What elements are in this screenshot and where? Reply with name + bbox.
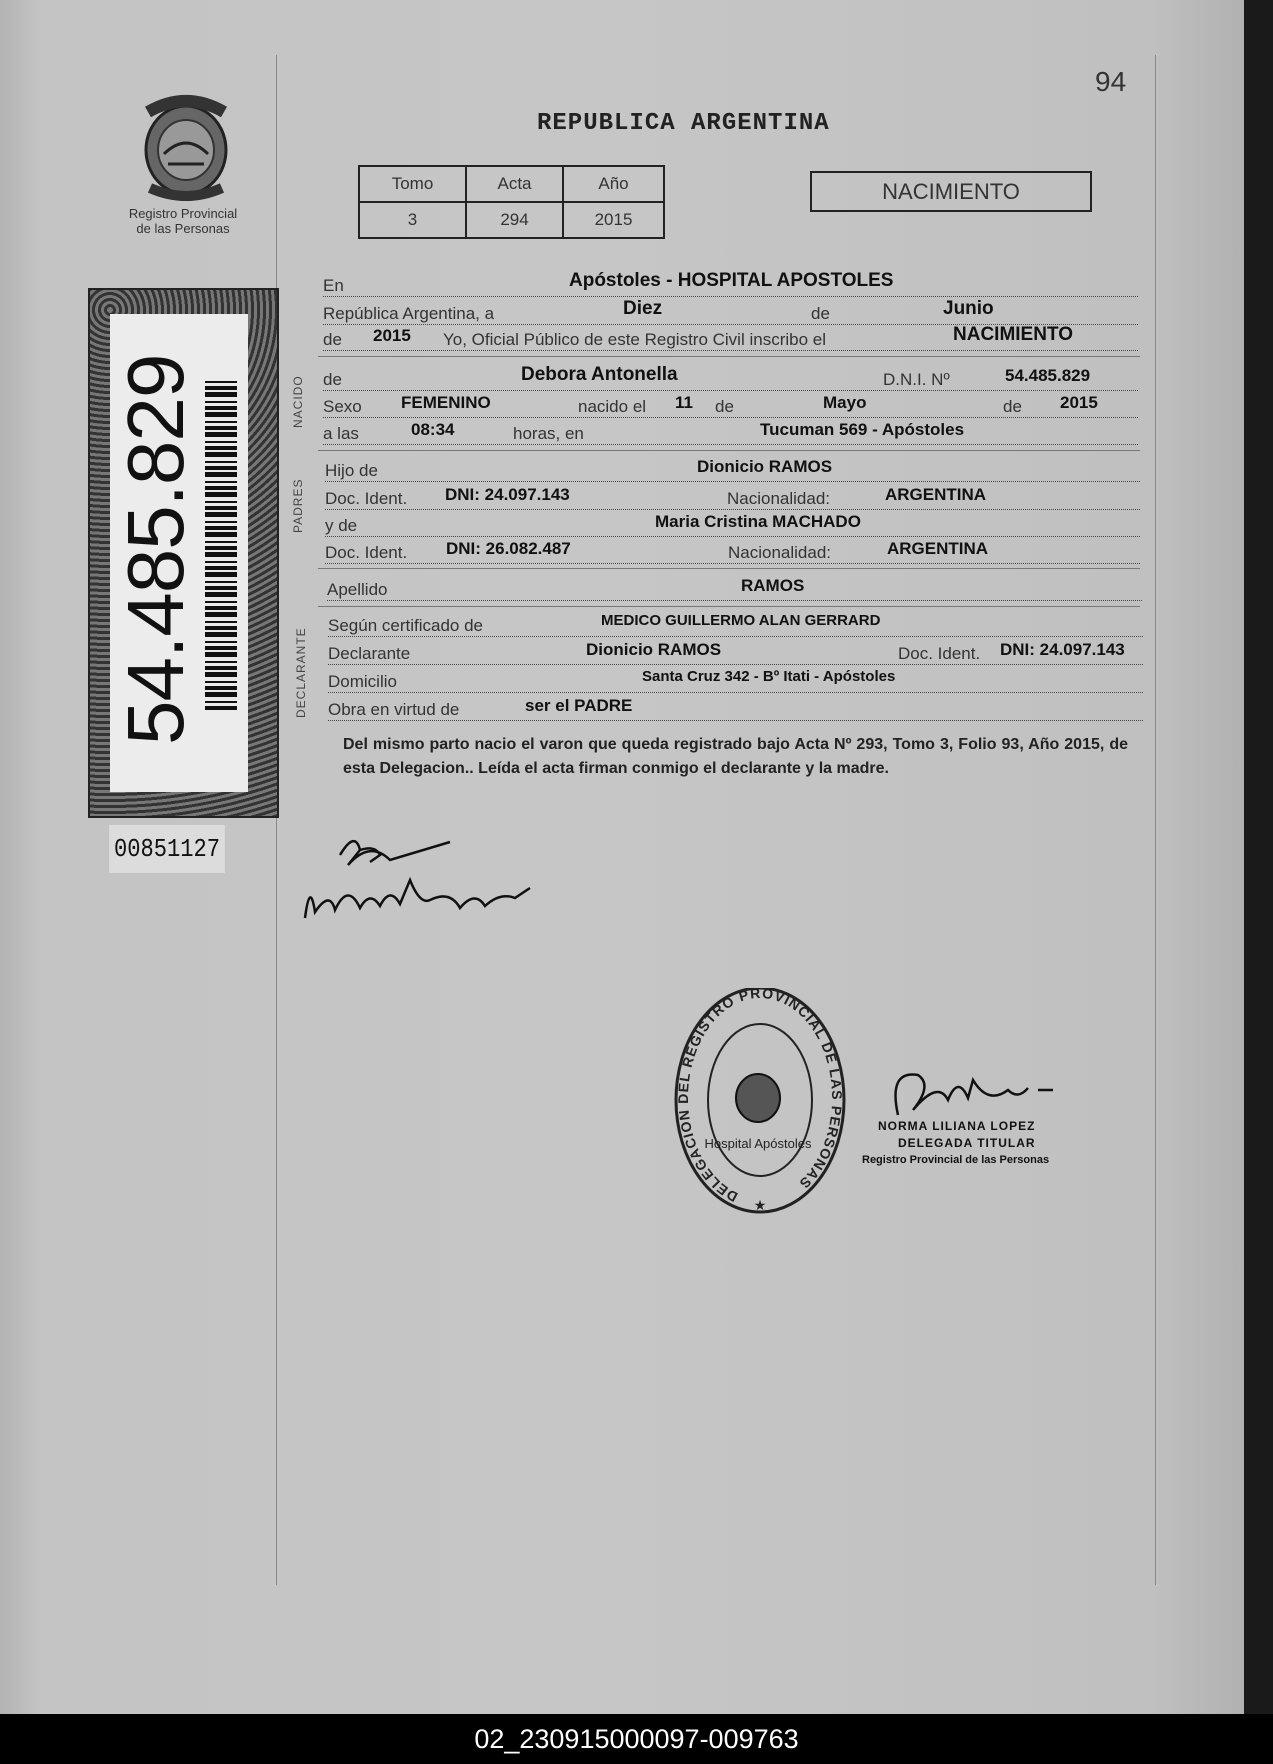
father-nat: ARGENTINA: [885, 485, 987, 504]
serial-number: 00851127: [109, 825, 225, 873]
right-margin-line: [1155, 55, 1156, 1585]
barcode-number: 54.485.829: [111, 354, 200, 745]
separator-1: [318, 356, 1140, 357]
ano-value: 2015: [563, 202, 664, 238]
de-label-5: de: [1003, 397, 1022, 416]
separator-2: [318, 450, 1140, 451]
de-label-1: de: [811, 304, 830, 323]
separator-3: [318, 568, 1140, 569]
declarant-signature-icon: [300, 820, 540, 930]
tomo-value: 3: [359, 202, 466, 238]
nac-label-2: Nacionalidad:: [728, 543, 832, 562]
doc-label-2: Doc. Ident.: [325, 543, 408, 562]
line-declarante: [328, 636, 1143, 665]
place-value: Apóstoles - HOSPITAL APOSTOLES: [569, 270, 894, 291]
line-obra: [328, 692, 1143, 721]
acta-header: Acta: [466, 166, 563, 202]
left-margin-line: [276, 55, 277, 1585]
republica-label: República Argentina, a: [323, 304, 495, 323]
declarant-doc: DNI: 24.097.143: [1000, 640, 1125, 659]
record-type-box: NACIMIENTO: [810, 171, 1092, 212]
delegate-office: Registro Provincial de las Personas: [862, 1154, 1050, 1166]
line-yde: [325, 508, 1140, 537]
declarante-label: Declarante: [328, 644, 411, 663]
doc-label-3: Doc. Ident.: [898, 644, 981, 663]
sexo-value: FEMENINO: [401, 393, 491, 412]
yde-label: y de: [325, 516, 358, 535]
sexo-label: Sexo: [323, 397, 362, 416]
page-number: 94: [1095, 66, 1127, 97]
seal-inner-text: Hospital Apóstoles: [704, 1136, 812, 1151]
de-label-4: de: [715, 397, 734, 416]
de-label-3: de: [323, 370, 342, 389]
line-father-doc: [325, 481, 1140, 510]
birth-time: 08:34: [411, 420, 455, 439]
binding-edge: [1244, 0, 1273, 1714]
mother-doc: DNI: 26.082.487: [446, 539, 571, 558]
nac-label-1: Nacionalidad:: [727, 489, 831, 508]
acta-value: 294: [466, 202, 563, 238]
dni-label: D.N.I. Nº: [883, 370, 950, 389]
mother-nat: ARGENTINA: [887, 539, 989, 558]
inscribo-value: NACIMIENTO: [953, 324, 1073, 345]
doc-label-1: Doc. Ident.: [325, 489, 408, 508]
day-value: Diez: [623, 298, 663, 319]
surname-value: RAMOS: [741, 576, 805, 595]
seal-ring-text: DELEGACION DEL REGISTRO PROVINCIAL DE LAS PERSONAS: [675, 988, 846, 1206]
nacido-label: nacido el: [578, 397, 647, 416]
observation-note: Del mismo parto nacio el varon que queda registrado bajo Acta Nº 293, Tomo 3, Folio 93, Año 2015, de esta Delegacion.. Leída el acta firman conmigo el declarante y la madre.: [343, 736, 1128, 777]
registry-label-line1: Registro Provincial: [128, 206, 238, 221]
child-name: Debora Antonella: [521, 364, 678, 385]
apellido-label: Apellido: [327, 580, 388, 599]
registry-label: [108, 206, 258, 236]
section-padres: PADRES: [291, 478, 305, 533]
birth-place: Tucuman 569 - Apóstoles: [760, 420, 965, 439]
year-value: 2015: [373, 326, 411, 345]
obra-value: ser el PADRE: [525, 696, 633, 715]
birth-year: 2015: [1060, 393, 1098, 412]
a-las-label: a las: [323, 424, 359, 443]
line-en: [323, 268, 1138, 297]
father-name: Dionicio RAMOS: [697, 457, 833, 476]
line-inscribo: [323, 322, 1138, 351]
line-sexo: [323, 389, 1138, 418]
reference-table: [358, 165, 665, 239]
inscribo-label: Yo, Oficial Público de este Registro Civil inscribo el: [443, 330, 826, 349]
registry-label-line2: de las Personas: [136, 221, 230, 236]
mother-name: Maria Cristina MACHADO: [655, 512, 861, 531]
en-label: En: [323, 276, 344, 295]
hijo-label: Hijo de: [325, 461, 378, 480]
line-mother-doc: [325, 535, 1140, 564]
ano-header: Año: [563, 166, 664, 202]
document-id-footer: 02_230915000097-009763: [0, 1714, 1273, 1764]
birth-day: 11: [675, 393, 693, 412]
father-doc: DNI: 24.097.143: [445, 485, 570, 504]
certificate-value: MEDICO GUILLERMO ALAN GERRARD: [601, 612, 881, 629]
page-title: REPUBLICA ARGENTINA: [537, 110, 830, 137]
delegate-name: NORMA LILIANA LOPEZ: [878, 1119, 1036, 1133]
section-nacido: NACIDO: [291, 375, 305, 428]
obra-label: Obra en virtud de: [328, 700, 460, 719]
birth-month: Mayo: [823, 393, 867, 412]
line-nombre: [323, 362, 1138, 391]
delegate-stamp: [862, 1118, 1049, 1169]
delegate-title: DELEGADA TITULAR: [898, 1136, 1036, 1150]
tomo-header: Tomo: [359, 166, 466, 202]
child-dni: 54.485.829: [1005, 366, 1091, 385]
de-label-2: de: [323, 330, 342, 349]
line-domicilio: [328, 664, 1143, 693]
barcode-bars-icon: [205, 380, 237, 710]
line-hijo: [325, 453, 1140, 482]
provincial-crest-icon: [134, 92, 238, 202]
month-value: Junio: [943, 298, 994, 319]
declarant-name: Dionicio RAMOS: [586, 640, 722, 659]
line-apellido: [327, 572, 1142, 601]
horas-label: horas, en: [513, 424, 584, 443]
domicile-value: Santa Cruz 342 - Bº Itati - Apóstoles: [642, 668, 896, 685]
separator-4: [318, 606, 1140, 607]
domicilio-label: Domicilio: [328, 672, 397, 691]
line-republica: [323, 296, 1138, 325]
registry-seal-icon: [670, 988, 850, 1226]
segun-label: Según certificado de: [328, 616, 483, 635]
line-certificado: [328, 608, 1143, 637]
svg-text:★: ★: [753, 1198, 767, 1214]
line-hora: [323, 416, 1138, 445]
section-declarante: DECLARANTE: [294, 627, 308, 718]
